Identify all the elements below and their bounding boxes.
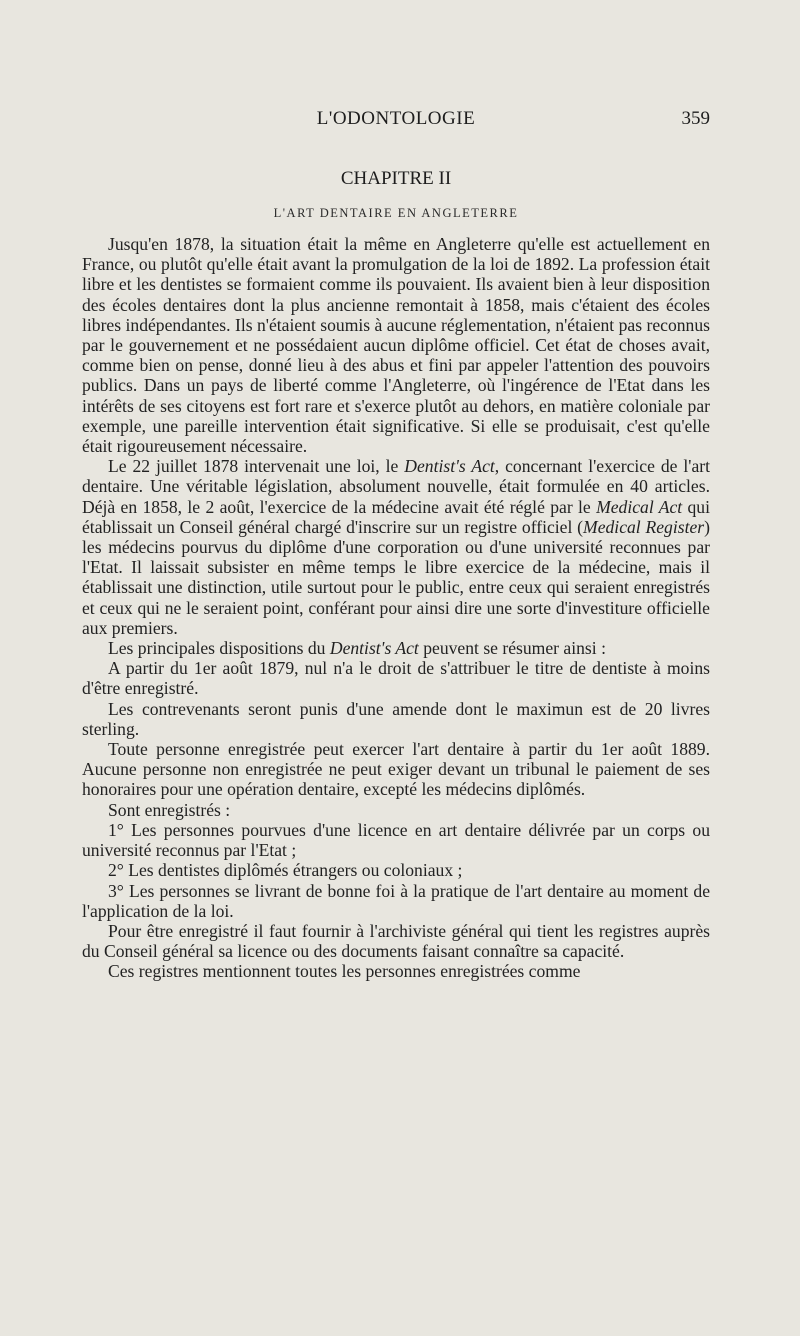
paragraph [82, 860, 710, 880]
paragraph-text: ) les médecins pourvus du diplôme d'une corporation ou d'une université reconnues par l'Etat. Il laissait subsister en même temps le libre exercice de la médecine, mais il établissait une distinction, utile surtout pour le public, entre ceux qui seraient enregistrés et ceux qui ne le seraient point, conférant pour ainsi dire une sorte d'investiture officielle aux premiers. [82, 516, 710, 638]
paragraph-text: Les contrevenants seront punis d'une amende dont le maximun est de 20 livres sterling. [82, 698, 710, 739]
italic-title: Medical Register [583, 516, 705, 537]
paragraph [82, 658, 710, 698]
italic-title: Dentist's Act [404, 456, 495, 477]
paragraph-text: Ces registres mentionnent toutes les personnes enregistrées comme [108, 961, 581, 982]
paragraph [82, 881, 710, 921]
paragraph-text: Sont enregistrés : [108, 799, 231, 820]
paragraph-text: Toute personne enregistrée peut exercer l'art dentaire à partir du 1er août 1889. Aucune personne non enregistrée ne peut exiger devant un tribunal le paiement de ses honoraires pour une opération dentaire, excepté les médecins diplômés. [82, 739, 710, 800]
paragraph-text: qui établissait un Conseil général chargé d'inscrire sur un registre officiel ( [82, 496, 710, 537]
page-header [82, 108, 710, 138]
paragraph [82, 921, 710, 961]
paragraph-text: Le 22 juillet 1878 intervenait une loi, le [108, 456, 405, 477]
running-title: L'ODONTOLOGIE [316, 108, 476, 129]
paragraph-text: 3° Les personnes se livrant de bonne foi à la pratique de l'art dentaire au moment de l'application de la loi. [82, 880, 710, 921]
paragraph-text: Les principales dispositions du [108, 638, 330, 659]
chapter-title: CHAPITRE II [340, 168, 452, 189]
paragraph-text: , concernant l'exercice de l'art dentaire. Une véritable législation, absolument nouvelle, était formulée en 40 articles. Déjà en 1858, le 2 août, l'exercice de la médecine avait été réglé par le [82, 456, 711, 517]
italic-title: Medical Act [596, 496, 683, 517]
paragraph [82, 739, 710, 800]
paragraph-text: A partir du 1er août 1879, nul n'a le droit de s'attribuer le titre de dentiste à moins d'être enregistré. [82, 658, 710, 699]
section-title: L'ART DENTAIRE EN ANGLETERRE [273, 206, 519, 220]
paragraph [82, 961, 710, 981]
page-number: 359 [681, 108, 710, 129]
paragraph [82, 699, 710, 739]
paragraph-text: 2° Les dentistes diplômés étrangers ou coloniaux ; [108, 860, 463, 881]
paragraph [82, 456, 710, 638]
paragraph [82, 638, 710, 658]
paragraph-text: peuvent se résumer ainsi : [418, 638, 606, 659]
paragraph [82, 820, 710, 860]
paragraph-text: 1° Les personnes pourvues d'une licence en art dentaire délivrée par un corps ou université reconnus par l'Etat ; [82, 819, 710, 861]
italic-title: Dentist's Act [329, 638, 419, 659]
body-text [82, 234, 710, 982]
paragraph [82, 800, 710, 820]
paragraph-text: Pour être enregistré il faut fournir à l'archiviste général qui tient les registres auprès du Conseil général sa licence ou des documents faisant connaître sa capacité. [82, 920, 710, 962]
paragraph-text: Jusqu'en 1878, la situation était la même en Angleterre qu'elle est actuellement en France, ou plutôt qu'elle était avant la promulgation de la loi de 1892. La profession était libre et les dentistes se formaient comme ils pouvaient. Ils avaient bien à leur disposition des écoles dentaires dont la plus ancienne remontait à 1858, mais c'étaient des écoles libres indépendantes. Ils n'étaient soumis à aucune réglementation, n'étaient pas reconnus par le gouvernement et ne possédaient aucun diplôme officiel. Cet état de choses avait, comme bien on pense, donné lieu à des abus et fini par appeler l'attention des pouvoirs publics. Dans un pays de liberté comme l'Angleterre, où l'ingérence de l'Etat dans les intérêts de ses citoyens est fort rare et s'exerce plutôt au dehors, en matière coloniale par exemple, une pareille intervention était significative. Si elle se produisait, c'est qu'elle était rigoureusement nécessaire. [82, 234, 710, 457]
paragraph [82, 234, 710, 456]
